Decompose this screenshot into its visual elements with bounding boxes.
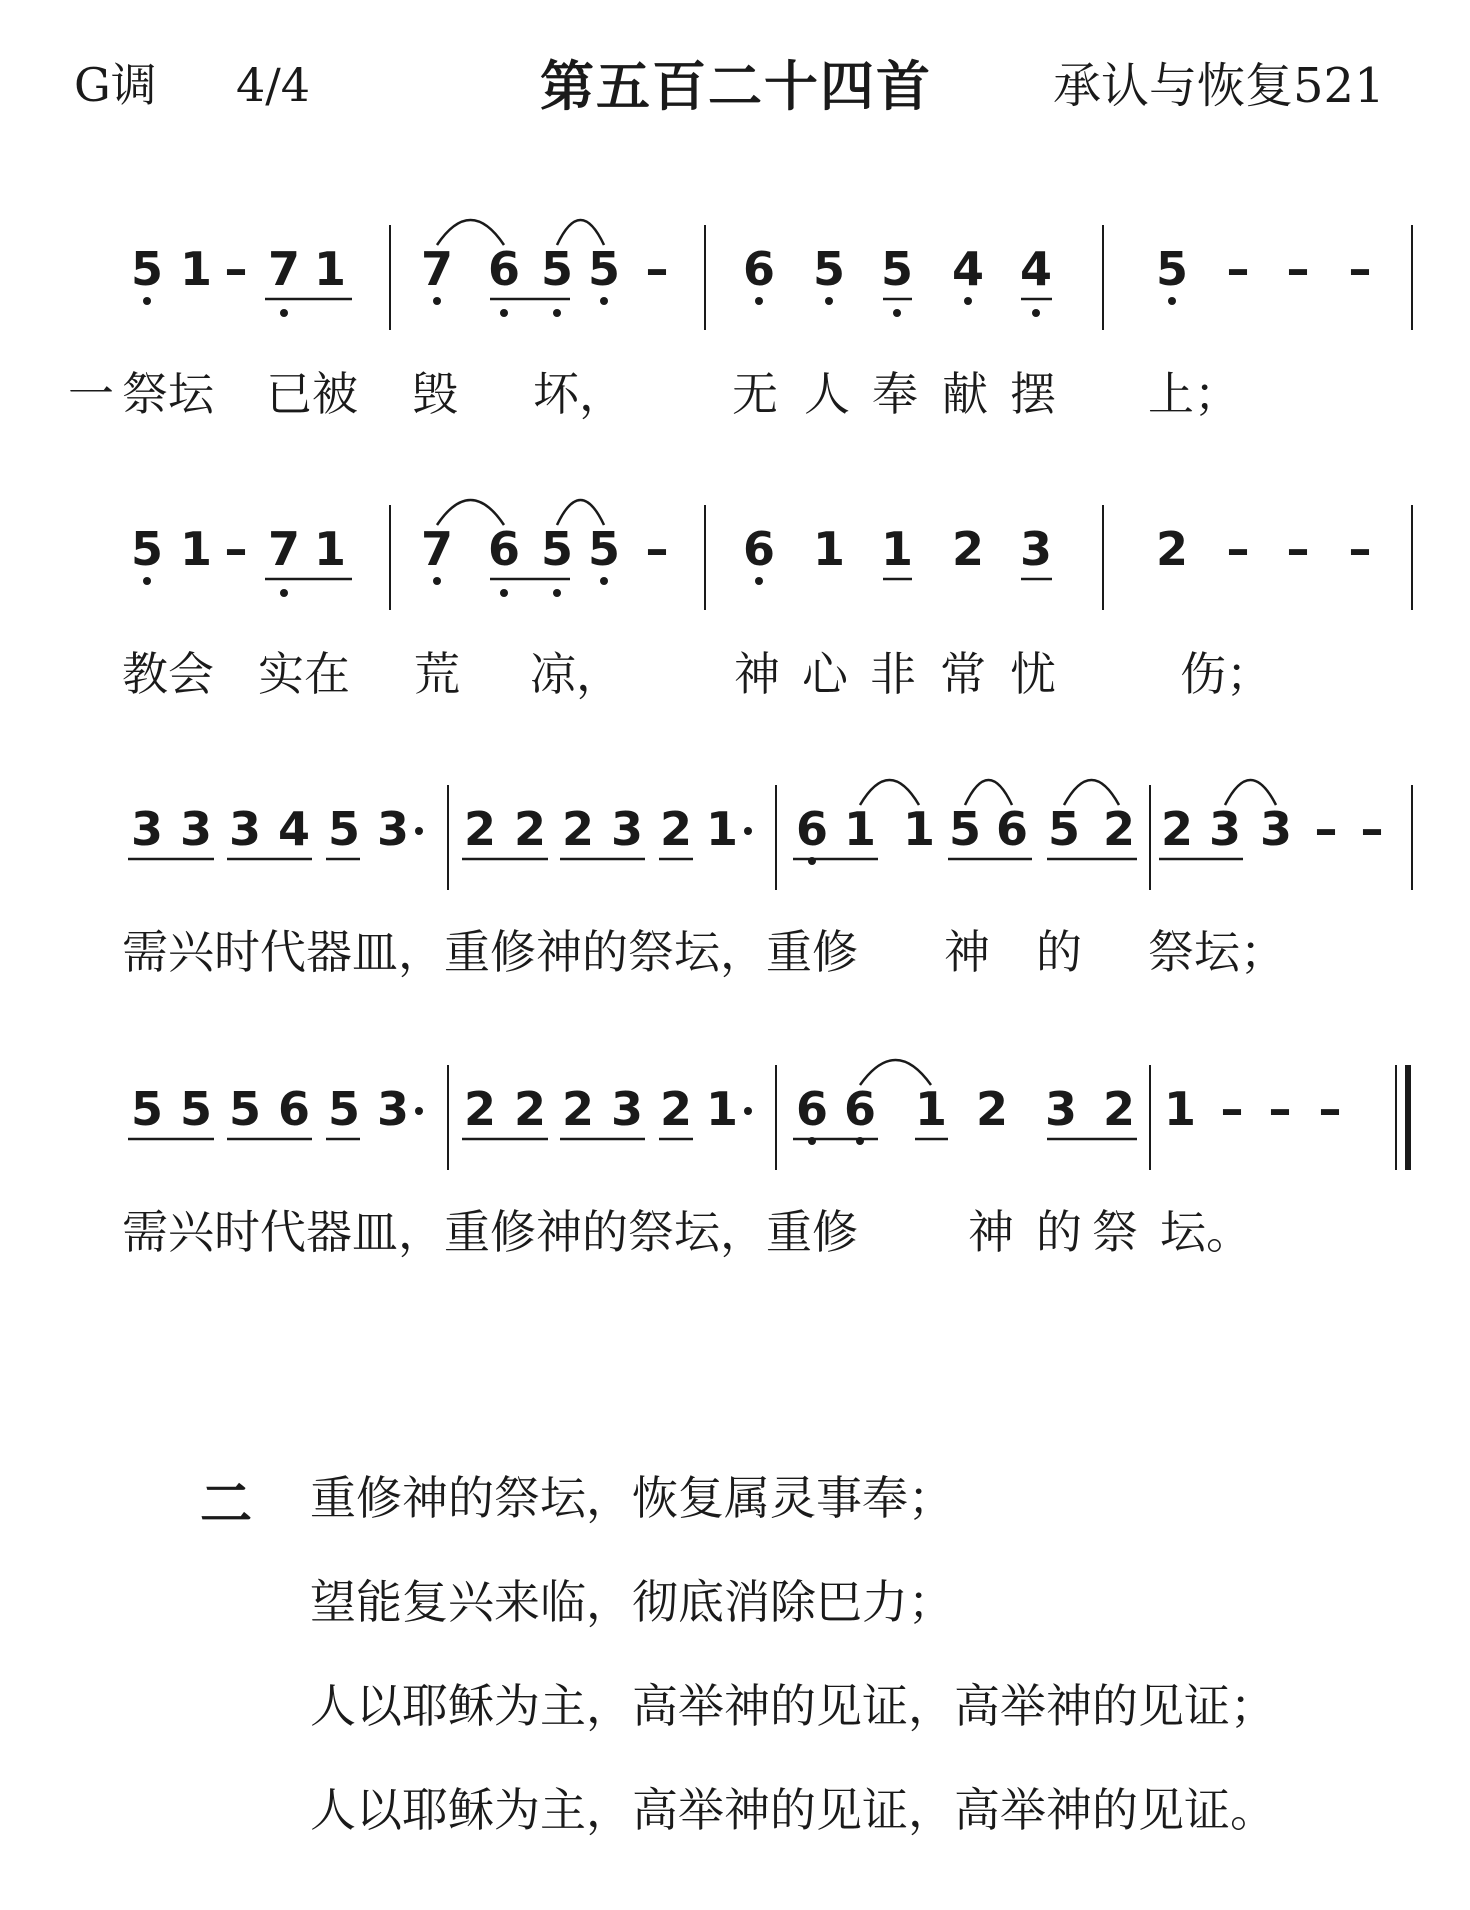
note-digit: 6	[487, 522, 521, 576]
low-octave-dot	[433, 297, 441, 305]
low-octave-dot	[600, 577, 608, 585]
note-digit: 6	[843, 1082, 877, 1136]
dash-note: –	[1268, 1082, 1292, 1136]
low-octave-dot	[755, 297, 763, 305]
note-digit: 1	[705, 802, 739, 856]
note-digit: 1	[902, 802, 936, 856]
lyric-text: 祭坛	[122, 367, 214, 421]
time-signature: 4/4	[236, 58, 311, 112]
note-digit: 7	[267, 242, 301, 296]
dash-note: –	[645, 522, 669, 576]
note-digit: 5	[880, 242, 914, 296]
note-digit: 5	[327, 802, 361, 856]
verse-2-line: 人以耶稣为主，高举神的见证，高举神的见证；	[310, 1679, 1276, 1733]
note-digit: 6	[995, 802, 1029, 856]
low-octave-dot	[500, 589, 508, 597]
note-digit: 5	[130, 1082, 164, 1136]
note-digit: 1	[812, 522, 846, 576]
low-octave-dot	[280, 589, 288, 597]
note-digit: 2	[561, 1082, 595, 1136]
note-digit: 5	[130, 522, 164, 576]
verse-2-line: 望能复兴来临，彻底消除巴力；	[310, 1575, 954, 1629]
lyric-text: 伤；	[1180, 647, 1272, 701]
note-digit: 3	[228, 802, 262, 856]
dash-note: –	[224, 522, 248, 576]
low-octave-dot	[1032, 309, 1040, 317]
dash-note: –	[224, 242, 248, 296]
dash-note: –	[1226, 242, 1250, 296]
lyric-text: 凉，	[530, 647, 622, 701]
dash-note: –	[645, 242, 669, 296]
hymn-source: 承认与恢复521	[1053, 58, 1385, 114]
note-digit: 3	[610, 1082, 644, 1136]
note-digit: 2	[975, 1082, 1009, 1136]
note-digit: 5	[1047, 802, 1081, 856]
dash-note: –	[1318, 1082, 1342, 1136]
verse-2-line: 重修神的祭坛，恢复属灵事奉；	[310, 1471, 954, 1525]
note-digit: 4	[951, 242, 985, 296]
note-digit: 2	[561, 802, 595, 856]
note-digit: 1	[313, 242, 347, 296]
lyric-text: 献	[942, 367, 988, 421]
note-digit: 5	[228, 1082, 262, 1136]
note-digit: 6	[742, 522, 776, 576]
lyric-text: 神	[734, 647, 780, 701]
lyric-text: 神	[968, 1205, 1014, 1259]
low-octave-dot	[143, 297, 151, 305]
note-digit: 7	[420, 522, 454, 576]
low-octave-dot	[964, 297, 972, 305]
note-digit: 1	[179, 522, 213, 576]
note-digit: 3	[130, 802, 164, 856]
lyric-text: 常	[940, 647, 986, 701]
lyric-text: 需兴时代器皿，重修神的祭坛，重修	[122, 925, 858, 979]
note-digit: 5	[540, 242, 574, 296]
lyric-text: 需兴时代器皿，重修神的祭坛，重修	[122, 1205, 858, 1259]
low-octave-dot	[280, 309, 288, 317]
low-octave-dot	[825, 297, 833, 305]
note-digit: 5	[1155, 242, 1189, 296]
note-digit: 3	[1259, 802, 1293, 856]
augmentation-dot	[415, 1107, 423, 1115]
note-digit: 7	[420, 242, 454, 296]
note-digit: 3	[376, 1082, 410, 1136]
note-digit: 2	[1160, 802, 1194, 856]
lyric-text: 人	[804, 367, 850, 421]
lyric-text: 忧	[1010, 647, 1056, 701]
dash-note: –	[1220, 1082, 1244, 1136]
note-digit: 2	[659, 802, 693, 856]
note-digit: 5	[130, 242, 164, 296]
dash-note: –	[1348, 522, 1372, 576]
low-octave-dot	[553, 589, 561, 597]
note-digit: 2	[513, 1082, 547, 1136]
dash-note: –	[1348, 242, 1372, 296]
note-digit: 3	[376, 802, 410, 856]
lyric-text: 上；	[1148, 367, 1240, 421]
note-digit: 3	[1208, 802, 1242, 856]
lyric-text: 摆	[1010, 367, 1056, 421]
note-digit: 6	[277, 1082, 311, 1136]
lyric-text: 非	[870, 647, 916, 701]
dash-note: –	[1286, 522, 1310, 576]
note-digit: 5	[587, 242, 621, 296]
note-digit: 3	[1044, 1082, 1078, 1136]
note-digit: 5	[948, 802, 982, 856]
note-digit: 1	[914, 1082, 948, 1136]
augmentation-dot	[415, 827, 423, 835]
note-digit: 1	[880, 522, 914, 576]
note-digit: 2	[463, 802, 497, 856]
low-octave-dot	[433, 577, 441, 585]
note-digit: 2	[951, 522, 985, 576]
note-digit: 5	[540, 522, 574, 576]
lyric-text: 神	[944, 925, 990, 979]
verse-2-number: 二	[200, 1475, 253, 1535]
lyric-text: 坏，	[533, 367, 625, 421]
lyric-text: 毁	[412, 367, 458, 421]
lyric-text: 教会	[122, 647, 214, 701]
note-digit: 1	[1163, 1082, 1197, 1136]
note-digit: 1	[313, 522, 347, 576]
lyric-text: 无	[732, 367, 778, 421]
lyric-text: 的	[1036, 925, 1082, 979]
lyric-text: 已被	[266, 367, 358, 421]
low-octave-dot	[1168, 297, 1176, 305]
note-digit: 4	[1019, 242, 1053, 296]
hymn-title: 第五百二十四首	[540, 55, 932, 118]
lyric-text: 的	[1036, 1205, 1082, 1259]
low-octave-dot	[143, 577, 151, 585]
key-signature: G调	[74, 58, 157, 112]
note-digit: 1	[179, 242, 213, 296]
note-digit: 7	[267, 522, 301, 576]
lyric-text: 祭	[1092, 1205, 1138, 1259]
note-digit: 2	[513, 802, 547, 856]
augmentation-dot	[744, 1107, 752, 1115]
low-octave-dot	[500, 309, 508, 317]
note-digit: 5	[587, 522, 621, 576]
low-octave-dot	[553, 309, 561, 317]
note-digit: 3	[179, 802, 213, 856]
note-digit: 3	[1019, 522, 1053, 576]
note-digit: 5	[812, 242, 846, 296]
low-octave-dot	[600, 297, 608, 305]
lyric-text: 一	[68, 367, 114, 421]
lyric-text: 实在	[258, 647, 350, 701]
dash-note: –	[1226, 522, 1250, 576]
low-octave-dot	[893, 309, 901, 317]
note-digit: 1	[705, 1082, 739, 1136]
note-digit: 6	[795, 802, 829, 856]
dash-note: –	[1286, 242, 1310, 296]
note-digit: 2	[1155, 522, 1189, 576]
note-digit: 2	[1102, 1082, 1136, 1136]
note-digit: 1	[843, 802, 877, 856]
verse-2-line: 人以耶稣为主，高举神的见证，高举神的见证。	[310, 1783, 1276, 1837]
dash-note: –	[1314, 802, 1338, 856]
note-digit: 2	[659, 1082, 693, 1136]
note-digit: 6	[795, 1082, 829, 1136]
note-digit: 6	[742, 242, 776, 296]
dash-note: –	[1360, 802, 1384, 856]
lyric-text: 祭坛；	[1148, 925, 1286, 979]
note-digit: 2	[1102, 802, 1136, 856]
lyric-text: 坛。	[1160, 1205, 1252, 1259]
lyric-text: 荒	[414, 647, 460, 701]
note-digit: 2	[463, 1082, 497, 1136]
note-digit: 6	[487, 242, 521, 296]
low-octave-dot	[755, 577, 763, 585]
note-digit: 5	[327, 1082, 361, 1136]
lyric-text: 心	[802, 647, 848, 701]
note-digit: 3	[610, 802, 644, 856]
note-digit: 4	[277, 802, 311, 856]
augmentation-dot	[744, 827, 752, 835]
lyric-text: 奉	[872, 367, 918, 421]
note-digit: 5	[179, 1082, 213, 1136]
